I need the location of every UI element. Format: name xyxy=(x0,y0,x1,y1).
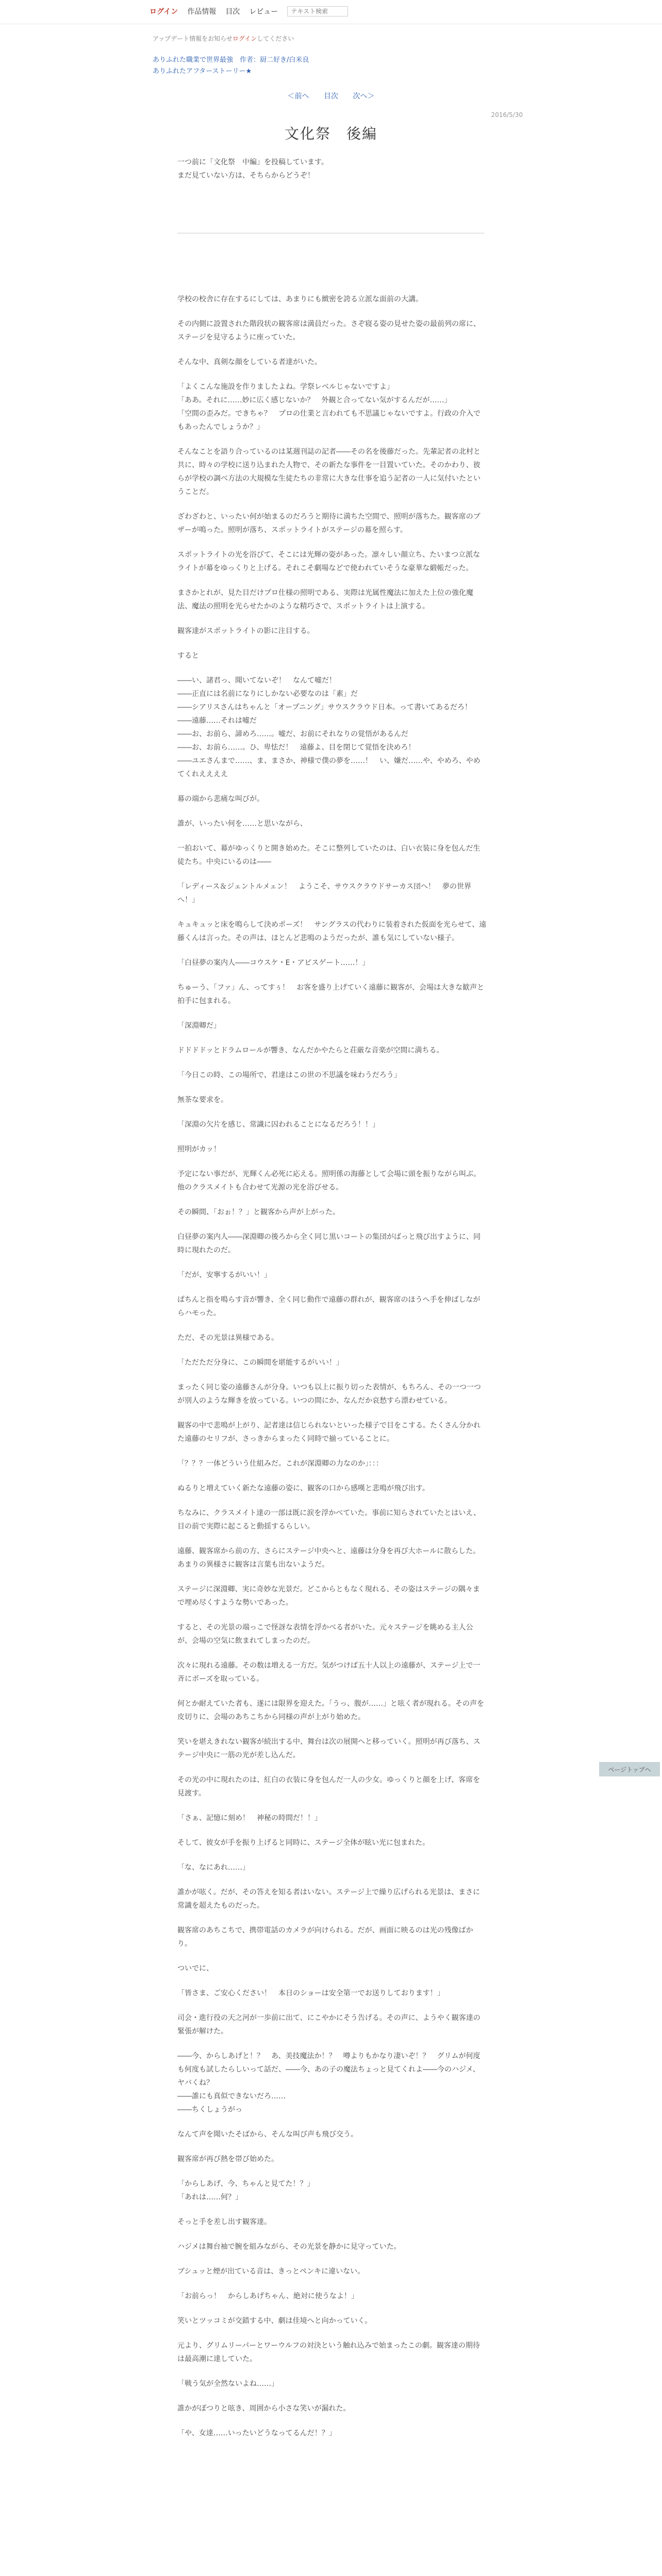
novel-title-link[interactable]: ありふれた職業で世界最強 作者：厨二好き/白米良 xyxy=(153,56,309,64)
body-paragraph: ドドドドッとドラムロールが響き、なんだかやたらと荘厳な音楽が空間に満ちる。 xyxy=(177,1046,444,1055)
body-paragraph: 「ただただ分身に、この瞬間を堪能するがいい！」 xyxy=(177,1359,343,1367)
next-link[interactable]: 次へ＞ xyxy=(353,92,375,100)
chapter-title: 文化祭 後編 xyxy=(284,125,377,142)
body-paragraph: 観客席が再び熱を帯び始めた。 xyxy=(177,2155,278,2163)
body-paragraph: その内側に設置された階段状の観客席は満員だった。さぞ寝る姿の見せた姿の最前列の席に、ステージを見守るように座っていた。 xyxy=(177,320,481,342)
body-paragraph: 一拍おいて、幕がゆっくりと開き始めた。そこに整列していたのは、白い衣装に身を包んだ生徒たち。中央にいるのは―― xyxy=(177,844,481,866)
chapter-body xyxy=(177,293,487,2451)
body-paragraph: 笑いを堪えきれない観客が続出する中、舞台は次の展開へと移っていく。照明が再び落ち、ステージ中央に一筋の光が差し込んだ。 xyxy=(177,1738,481,1759)
body-paragraph: 「戦う気が全然ないよね……」 xyxy=(177,2380,278,2388)
top-nav-bar xyxy=(0,0,662,24)
body-paragraph: 「お前らっ！ からしあげちゃん、絶対に使うなよ！」 xyxy=(177,2292,358,2300)
body-paragraph: キュキュッと床を鳴らして決めポーズ！ サングラスの代わりに装着された仮面を光らせて、遠藤くんは言った。その声は、ほとんど悲鳴のようだったが、誰も気にしていない様子。 xyxy=(177,921,487,942)
body-paragraph: 「な、なにあれ……」 xyxy=(177,1863,250,1872)
body-paragraph: ハジメは舞台袖で腕を組みながら、その光景を静かに見守っていた。 xyxy=(177,2243,401,2251)
body-paragraph: ちなみに、クラスメイト達の一部は既に涙を浮かべていた。事前に知らされていたとはいえ、目の前で実際に起こると動揺するらしい。 xyxy=(177,1509,481,1531)
body-paragraph: ただ、その光景は異様である。 xyxy=(177,1334,278,1342)
login-notice xyxy=(153,34,294,43)
preface xyxy=(177,156,328,182)
search-input[interactable] xyxy=(287,6,348,16)
body-paragraph: 遠藤、観客席から前の方、さらにステージ中央へと、遠藤は分身を再び大ホールに散らした。あまりの異様さに観客は言葉も出ないようだ。 xyxy=(177,1547,481,1569)
body-paragraph: 観客席のあちこちで、携帯電話のカメラが向けられる。だが、画面に映るのは光の残像ばかり。 xyxy=(177,1926,473,1948)
body-paragraph: スポットライトの光を浴びて、そこには光輝の姿があった。凛々しい顔立ち、たいまつ立派なライトが幕をゆっくりと上げる。それこそ劇場などで使われていそうな豪華な緞帳だった。 xyxy=(177,551,481,572)
body-paragraph: 観客達がスポットライトの影に注目する。 xyxy=(177,627,315,635)
nav-link-work-info[interactable]: 作品情報 xyxy=(187,8,217,16)
page-top-button[interactable]: ページトップへ xyxy=(599,1762,660,1776)
body-paragraph: その光の中に現れたのは、紅白の衣装に身を包んだ一人の少女。ゆっくりと顔を上げ、客席を見渡す。 xyxy=(177,1776,481,1798)
body-paragraph: 学校の校舎に存在するにしては、あまりにも緻密を誇る立派な面前の大講。 xyxy=(177,295,423,303)
body-paragraph: ちゅーう、「ファ」ん、ってすぅ！ お客を盛り上げていく遠藤に観客が、会場は大きな歓声と拍手に包まれる。 xyxy=(177,984,485,1005)
body-paragraph: 「レディース＆ジェントルメェン！ ようこそ、サウスクラウドサーカス団へ！ 夢の世界へ！」 xyxy=(177,883,471,904)
body-paragraph: 「や、女達……いったいどうなってるんだ！？」 xyxy=(177,2429,336,2437)
body-paragraph: 次々に現れる遠藤。その数は増える一方だ。気がつけば五十人以上の遠藤が、ステージ上で一斉にポーズを取っている。 xyxy=(177,1662,481,1683)
body-paragraph: まったく同じ姿の遠藤さんが分身。いつも以上に振り切った表情が、もちろん、その一つ一つが別人のような輝きを放っている。いつの間にか、なんだか哀愁すら漂わせている。 xyxy=(177,1383,481,1405)
body-paragraph: そんなことを語り合っているのは某週刊誌の記者――その名を後藤だった。先輩記者の北村と共に、時々の学校に送り込まれた人物で、その新たな事件を一目置いていた。そのかわり、彼らが学校の調べ方法の大規模な生徒たちの非常に大きな仕事を追う記者の一人に気付いたということだ。 xyxy=(177,448,481,496)
body-paragraph: 白昼夢の案内人――深淵卿の後ろから全く同じ黒いコートの集団がばっと飛び出すように、同時に現れたのだ。 xyxy=(177,1233,481,1255)
post-date: 2016/5/30 xyxy=(491,111,523,118)
body-paragraph: 予定にない事だが、光輝くん必死に応える。照明係の海藤として会場に頭を振りながら叫ぶ。他のクラスメイトも合わせて光源の光を浴びせる。 xyxy=(177,1170,481,1192)
body-paragraph: そっと手を差し出す観客達。 xyxy=(177,2218,271,2226)
body-paragraph: なんて声を聞いたそばから、そんな叫び声も飛び交う。 xyxy=(177,2130,358,2139)
body-paragraph: 「だが、安寧するがいい！」 xyxy=(177,1271,271,1279)
nav-link-review[interactable]: レビュー xyxy=(249,8,278,16)
body-paragraph: ステージに深淵卿、実に奇妙な光景だ。どこからともなく現れる、その姿はステージの隅々まで埋め尽くすような勢いであった。 xyxy=(177,1585,480,1607)
login-notice-link[interactable]: ログイン xyxy=(232,35,257,42)
body-paragraph: その瞬間、「おぉ！？」と観客から声が上がった。 xyxy=(177,1208,340,1216)
body-paragraph: 司会・進行役の天之河が一歩前に出て、にこやかにそう告げる。その声に、ようやく観客達の緊張が解けた。 xyxy=(177,2014,481,2036)
body-paragraph: そんな中、真剣な顔をしている者達がいた。 xyxy=(177,358,322,366)
body-paragraph: 「深淵卿だ」 xyxy=(177,1022,221,1030)
chapter-series-link[interactable]: ありふれたアフターストーリー★ xyxy=(153,67,252,75)
body-paragraph: 「深淵の欠片を感じ、常識に囚われることになるだろう！！」 xyxy=(177,1121,379,1129)
novel-meta xyxy=(153,55,309,77)
body-paragraph: 「皆さま、ご安心ください！ 本日のショーは安全第一でお送りしております！」 xyxy=(177,1989,444,1997)
toc-link[interactable]: 目次 xyxy=(324,92,338,100)
nav-link-toc[interactable]: 目次 xyxy=(225,8,240,16)
body-paragraph: ぬるりと増えていく新たな遠藤の姿に、観客の口から感嘆と悲鳴が飛び出す。 xyxy=(177,1484,429,1493)
body-paragraph: 「今日この時、この場所で、君達はこの世の不思議を味わうだろう」 xyxy=(177,1071,401,1079)
body-paragraph: ざわざわと、いったい何が始まるのだろうと期待に満ちた空間で、照明が落ちた。観客席のブザーが鳴った。照明が落ち、スポットライトがステージの幕を照らす。 xyxy=(177,513,481,534)
body-paragraph: 元より、グリムリーパーとワーウルフの対決という触れ込みで始まったこの劇。観客達の期待は最高潮に達していた。 xyxy=(177,2342,480,2363)
login-notice-prefix: アップデート情報をお知らせ xyxy=(153,35,233,42)
body-paragraph: 笑いとツッコミが交錯する中、劇は佳境へと向かっていく。 xyxy=(177,2317,372,2325)
body-paragraph: すると xyxy=(177,652,199,660)
top-nav-inner xyxy=(150,6,348,16)
body-paragraph: 「よくこんな施設を作りましたよね。学祭レベルじゃないですよ」 「ああ。それに……妙に広く感じないか？ 外観と合ってない気がするんだが……」 「空間の歪みだ。できちゃ？ プロの仕業と言われても不思議じゃないですよ。行政の介入でもあったんでしょうか？」 xyxy=(177,383,481,431)
body-paragraph: ぱちんと指を鳴らす音が響き、全く同じ動作で遠藤の群れが、観客席のほうへ手を伸ばしながらハモった。 xyxy=(177,1296,481,1317)
body-paragraph: 「？？？一体どういう仕組みだ。これが深淵卿の力なのか」：：： xyxy=(177,1460,383,1468)
preface-line: 一つ前に「文化祭 中編」を投稿しています。 xyxy=(177,158,328,166)
body-paragraph: まさかとれが、見た目だけプロ仕様の照明である、実際は光属性魔法に加えた上位の強化魔法、魔法の照明を光らせたかのような精巧さで、スポットライトは上演する。 xyxy=(177,589,473,611)
body-paragraph: ブシュッと煙が出ている音は、きっとペンキに違いない。 xyxy=(177,2267,365,2276)
body-paragraph: 誰が、いったい何を……と思いながら、 xyxy=(177,820,307,828)
chapter-pager xyxy=(0,91,662,101)
login-notice-suffix: してください xyxy=(257,35,294,42)
body-paragraph: 無茶な要求を。 xyxy=(177,1096,228,1104)
body-paragraph: ついでに、 xyxy=(177,1964,213,1973)
preface-line: まだ見ていない方は、そちらからどうぞ！ xyxy=(177,172,315,180)
body-paragraph: ――今、からしあげと！？ あ、美技魔法か！？ 噂よりもかなり凄いぞ！？ グリムが何度も何度も試したらしいって話だ、――今、あの子の魔法ちょっと見てくれよ――今のハジメ、ヤバくね？ ――誰にも真似できないだろ…… ――ちくしょうがっ xyxy=(177,2052,481,2114)
body-paragraph: 誰かがぽつりと呟き、周囲から小さな笑いが漏れた。 xyxy=(177,2404,351,2413)
body-paragraph: 「白昼夢の案内人――コウスケ・E・アビスゲート……！」 xyxy=(177,959,370,967)
body-paragraph: 「さぁ、記憶に刻め！ 神秘の時間だ！！」 xyxy=(177,1814,322,1822)
login-link[interactable]: ログイン xyxy=(150,8,178,16)
body-paragraph: 照明がカッ！ xyxy=(177,1145,221,1154)
body-paragraph: 何とか耐えていた者も、遂には限界を迎えた。「うっ、腹が……」と呟く者が現れる。その声を皮切りに、会場のあちこちから同様の声が上がり始めた。 xyxy=(177,1700,484,1721)
body-paragraph: 幕の端から悲痛な叫びが。 xyxy=(177,795,264,803)
body-paragraph: すると、その光景の端っこで怪訝な表情を浮かべる者がいた。元々ステージを眺める主人公が、会場の空気に飲まれてしまったのだ。 xyxy=(177,1623,473,1645)
body-paragraph: 観客の中で悲鳴が上がり、記者達は信じられないといった様子で目をこする。たくさん分かれた遠藤のセリフが、さっきからまったく同時で揃っていることに。 xyxy=(177,1421,481,1443)
prev-link[interactable]: ＜前へ xyxy=(287,92,309,100)
body-paragraph: ――い、諸君っ、聞いてないぞ！ なんて嘘だ！ ――正直には名前になりにしかない必要なのは「素」だ ――シアリスさんはちゃんと「オープニング」サウスクラウド日本。って書いてあるだろ！ ――遠藤……それは嘘だ ――お、お前ら、諦めろ……。嘘だ、お前にそれなりの覚悟があるんだ ――お、お前ら……。ひ、卑怯だ！ 遠藤よ、目を閉じて覚悟を決めろ！ ――ユエさんまで……、ま、まさか、神様で僕の夢を……！ い、嫌だ……や、やめろ、やめてくれええええ xyxy=(177,676,481,778)
body-paragraph: 誰かが呟く。だが、その答えを知る者はいない。ステージ上で繰り広げられる光景は、まさに常識を超えたものだった。 xyxy=(177,1888,481,1910)
body-paragraph: そして、彼女が手を振り上げると同時に、ステージ全体が眩い光に包まれた。 xyxy=(177,1839,430,1847)
body-paragraph: 「からしあげ、今、ちゃんと見てた！？」 「あれは……何？」 xyxy=(177,2180,315,2201)
